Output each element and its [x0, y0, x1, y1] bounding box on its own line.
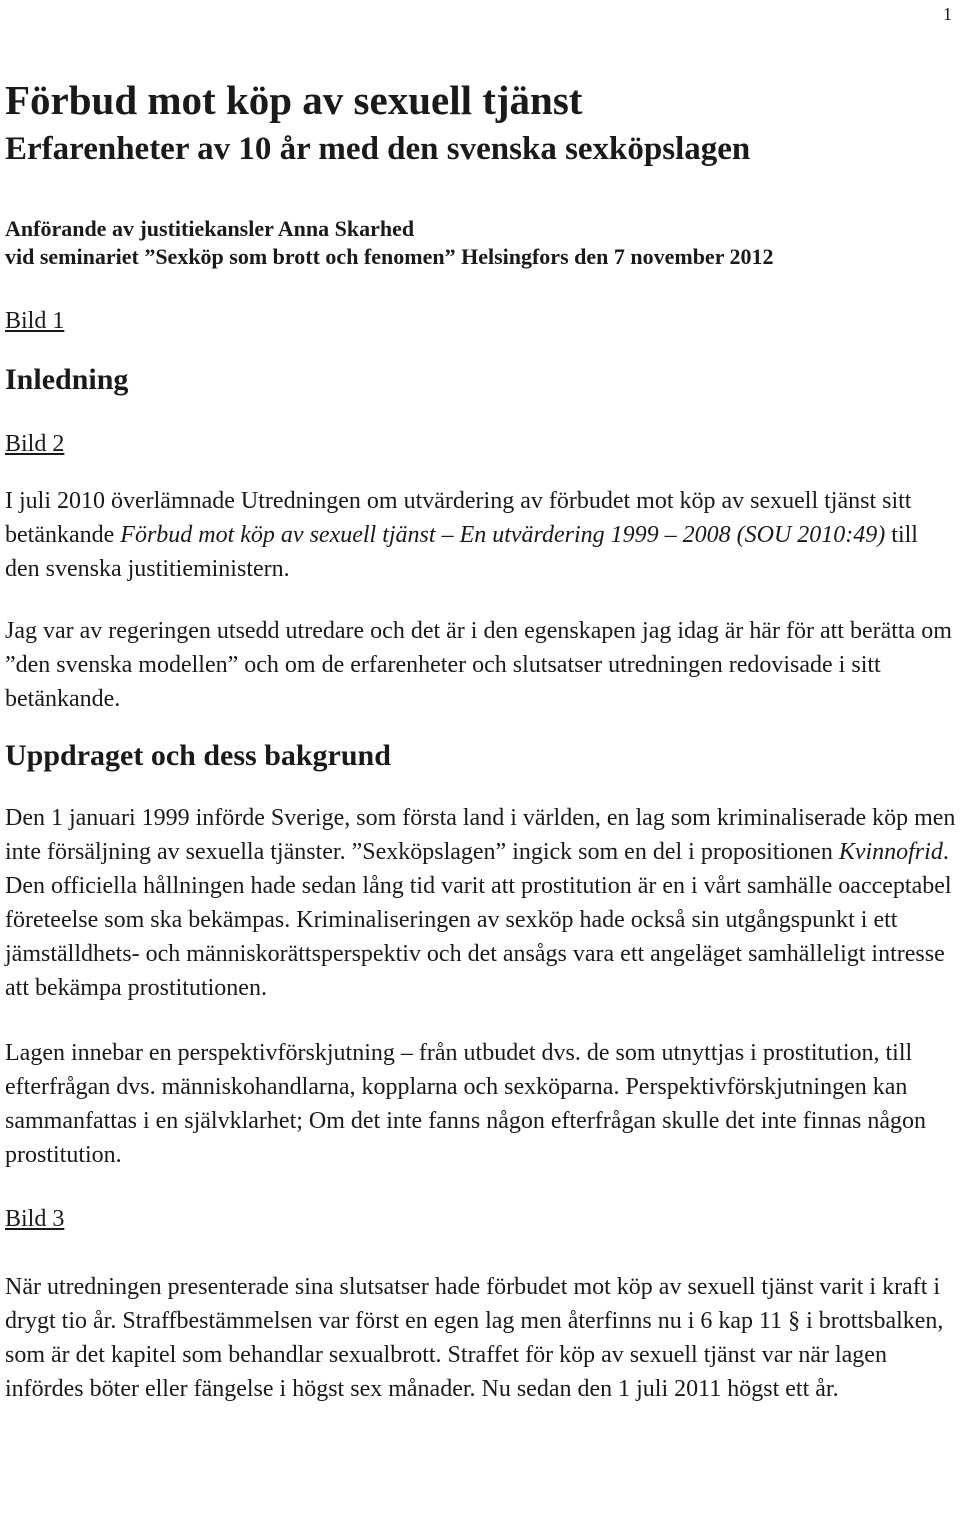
speaker-line-2: vid seminariet ”Sexköp som brott och fenomen” Helsingfors den 7 november 2012 [5, 244, 774, 269]
paragraph-5-start: När utredningen presenterade sina slutsatser hade förbudet mot köp av sexuell tjänst varit i kraft i drygt tio år. Straffbestämmelsen var först en egen lag men återfinns nu i 6 kap 11 [5, 1274, 941, 1334]
slide-label-3: Bild 3 [5, 1206, 65, 1232]
paragraph-4: Lagen innebar en perspektivförskjutning – från utbudet dvs. de som utnyttjas i prostitution, till efterfrågan dvs. människohandlarna, kopplarna och sexköparna. Perspektivförskjutningen kan sammanfattas i en självklarhet; Om det inte fanns någon efterfrågan skulle det inte finnas någon prostitution. [5, 1040, 927, 1168]
document-body [5, 74, 957, 1406]
speaker-line-1: Anförande av justitiekansler Anna Skarhed [5, 216, 415, 241]
slide-label-1: Bild 1 [5, 308, 65, 334]
slide-label-2: Bild 2 [5, 431, 65, 457]
paragraph-1-start: I juli 2010 överlämnade Utredningen om utvärdering av förbudet mot köp av sexuell tjänst sitt betänkande [5, 488, 912, 548]
proposition-title-italic: Kvinnofrid [838, 839, 943, 865]
document-subtitle: Erfarenheter av 10 år med den svenska sexköpslagen [5, 131, 751, 167]
paragraph-3-end: . Den officiella hållningen hade sedan lång tid varit att prostitution är en i vårt samhälle oacceptabel företeelse som ska bekämpas. Kriminaliseringen av sexköp hade också sin utgångspunkt i ett jämställdhets- och människorättsperspektiv och det ansågs vara ett angeläget samhälleligt intresse att bekämpa prostitutionen. [5, 839, 952, 1001]
report-title-italic: Förbud mot köp av sexuell tjänst – En utvärdering 1999 – 2008 (SOU 2010:49) [120, 522, 886, 548]
speaker-info [5, 215, 957, 271]
section-symbol: § [788, 1308, 801, 1334]
heading-inledning: Inledning [5, 363, 129, 396]
heading-uppdraget: Uppdraget och dess bakgrund [5, 739, 391, 772]
document-title: Förbud mot köp av sexuell tjänst [5, 77, 583, 123]
page-number: 1 [943, 4, 952, 24]
paragraph-5 [5, 1270, 957, 1406]
paragraph-1-end: till den svenska justitieministern. [5, 522, 918, 582]
paragraph-3 [5, 801, 957, 1005]
paragraph-5-end: i brottsbalken, som är det kapitel som behandlar sexualbrott. Straffet för köp av sexuell tjänst var när lagen infördes böter eller fängelse i högst sex månader. Nu sedan den 1 juli 2011 högst ett år. [5, 1308, 944, 1402]
paragraph-3-start: Den 1 januari 1999 införde Sverige, som första land i världen, en lag som kriminaliserade köp men inte försäljning av sexuella tjänster. ”Sexköpslagen” ingick som en del i propositionen [5, 805, 956, 865]
paragraph-2: Jag var av regeringen utsedd utredare och det är i den egenskapen jag idag är här för att berätta om ”den svenska modellen” och om de erfarenheter och slutsatser utredningen redovisade i sitt betänkande. [5, 618, 952, 712]
paragraph-1 [5, 484, 957, 586]
